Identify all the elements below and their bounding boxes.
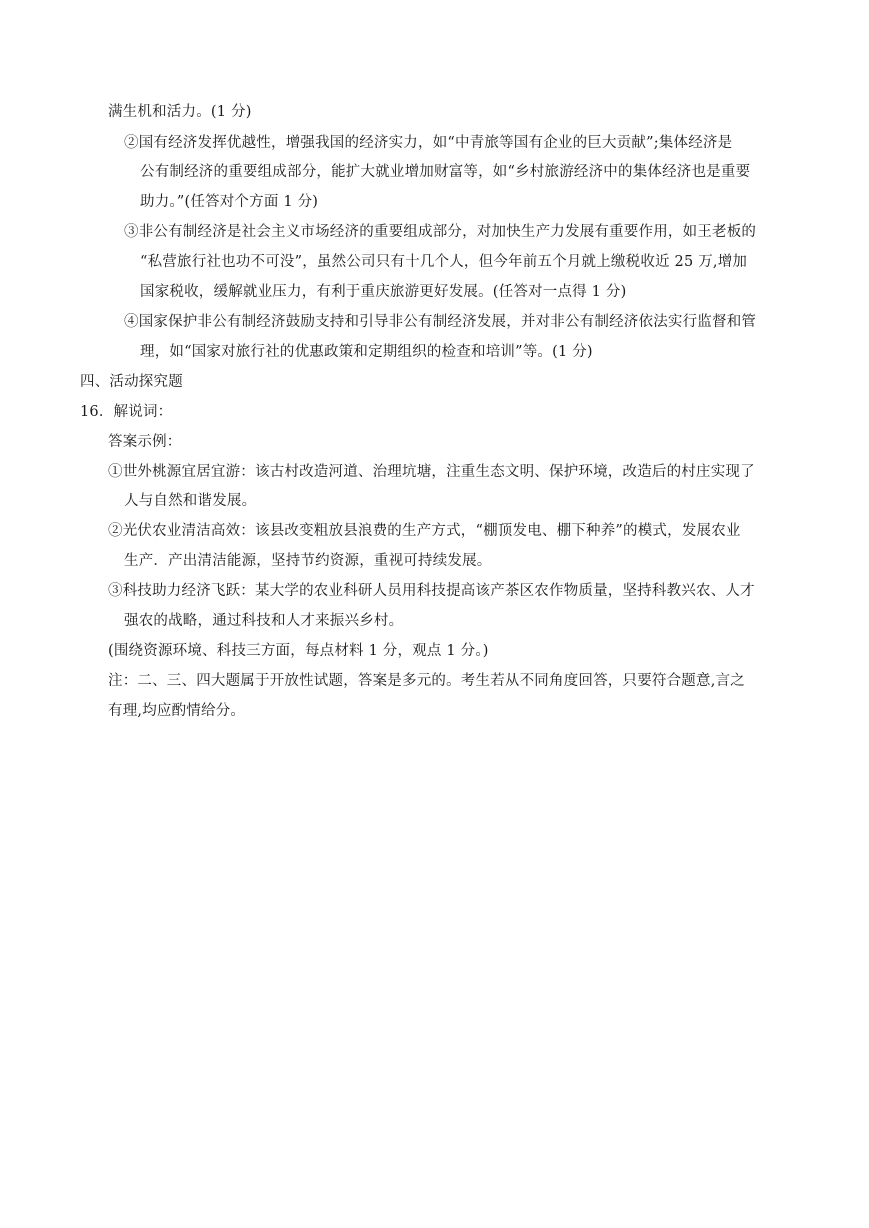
text-line: ②光伏农业清洁高效：该县改变粗放县浪费的生产方式，“棚顶发电、棚下种养”的模式，发展农业 [108,523,741,539]
text-line: 注：二、三、四大题属于开放性试题，答案是多元的。考生若从不同角度回答，只要符合题意,言之 [108,673,745,689]
text-line: ③科技助力经济飞跃：某大学的农业科研人员用科技提高该产茶区农作物质量，坚持科教兴农、人才 [108,583,755,599]
text-line: 生产．产出清洁能源，坚持节约资源，重视可持续发展。 [124,553,492,569]
text-line: ③非公有制经济是社会主义市场经济的重要组成部分，对加快生产力发展有重要作用，如王老板的 [124,224,757,240]
text-line: 有理,均应酌情给分。 [108,703,246,719]
text-line: 公有制经济的重要组成部分，能扩大就业增加财富等，如“乡村旅游经济中的集体经济也是重要 [140,164,751,180]
text-line: ②国有经济发挥优越性，增强我国的经济实力，如“中青旅等国有企业的巨大贡献”;集体经济是 [124,135,733,151]
text-line: ④国家保护非公有制经济鼓励支持和引导非公有制经济发展，并对非公有制经济依法实行监督和管 [124,314,757,330]
text-line: 国家税收，缓解就业压力，有利于重庆旅游更好发展。(任答对一点得 1 分) [140,284,627,300]
text-line: 答案示例： [108,434,182,450]
text-line: 人与自然和谐发展。 [124,493,257,509]
text-line: 满生机和活力。(1 分) [108,104,252,120]
text-line: ①世外桃源宜居宜游：该古村改造河道、治理坑塘，注重生态文明、保护环境，改造后的村庄实现了 [108,464,755,480]
text-line: 强农的战略，通过科技和人才来振兴乡村。 [124,613,404,629]
text-line: (围绕资源环境、科技三方面，每点材料 1 分，观点 1 分。) [108,643,489,659]
text-line: 助力。”(任答对个方面 1 分) [140,194,319,210]
text-line: 理，如“国家对旅行社的优惠政策和定期组织的检查和培训”等。(1 分) [140,344,593,360]
question-label: 16．解说词： [80,404,173,420]
section-heading: 四、活动探究题 [80,374,183,390]
text-line: “私营旅行社也功不可没”，虽然公司只有十几个人，但今年前五个月就上缴税收近 25 万,增加 [140,254,748,270]
